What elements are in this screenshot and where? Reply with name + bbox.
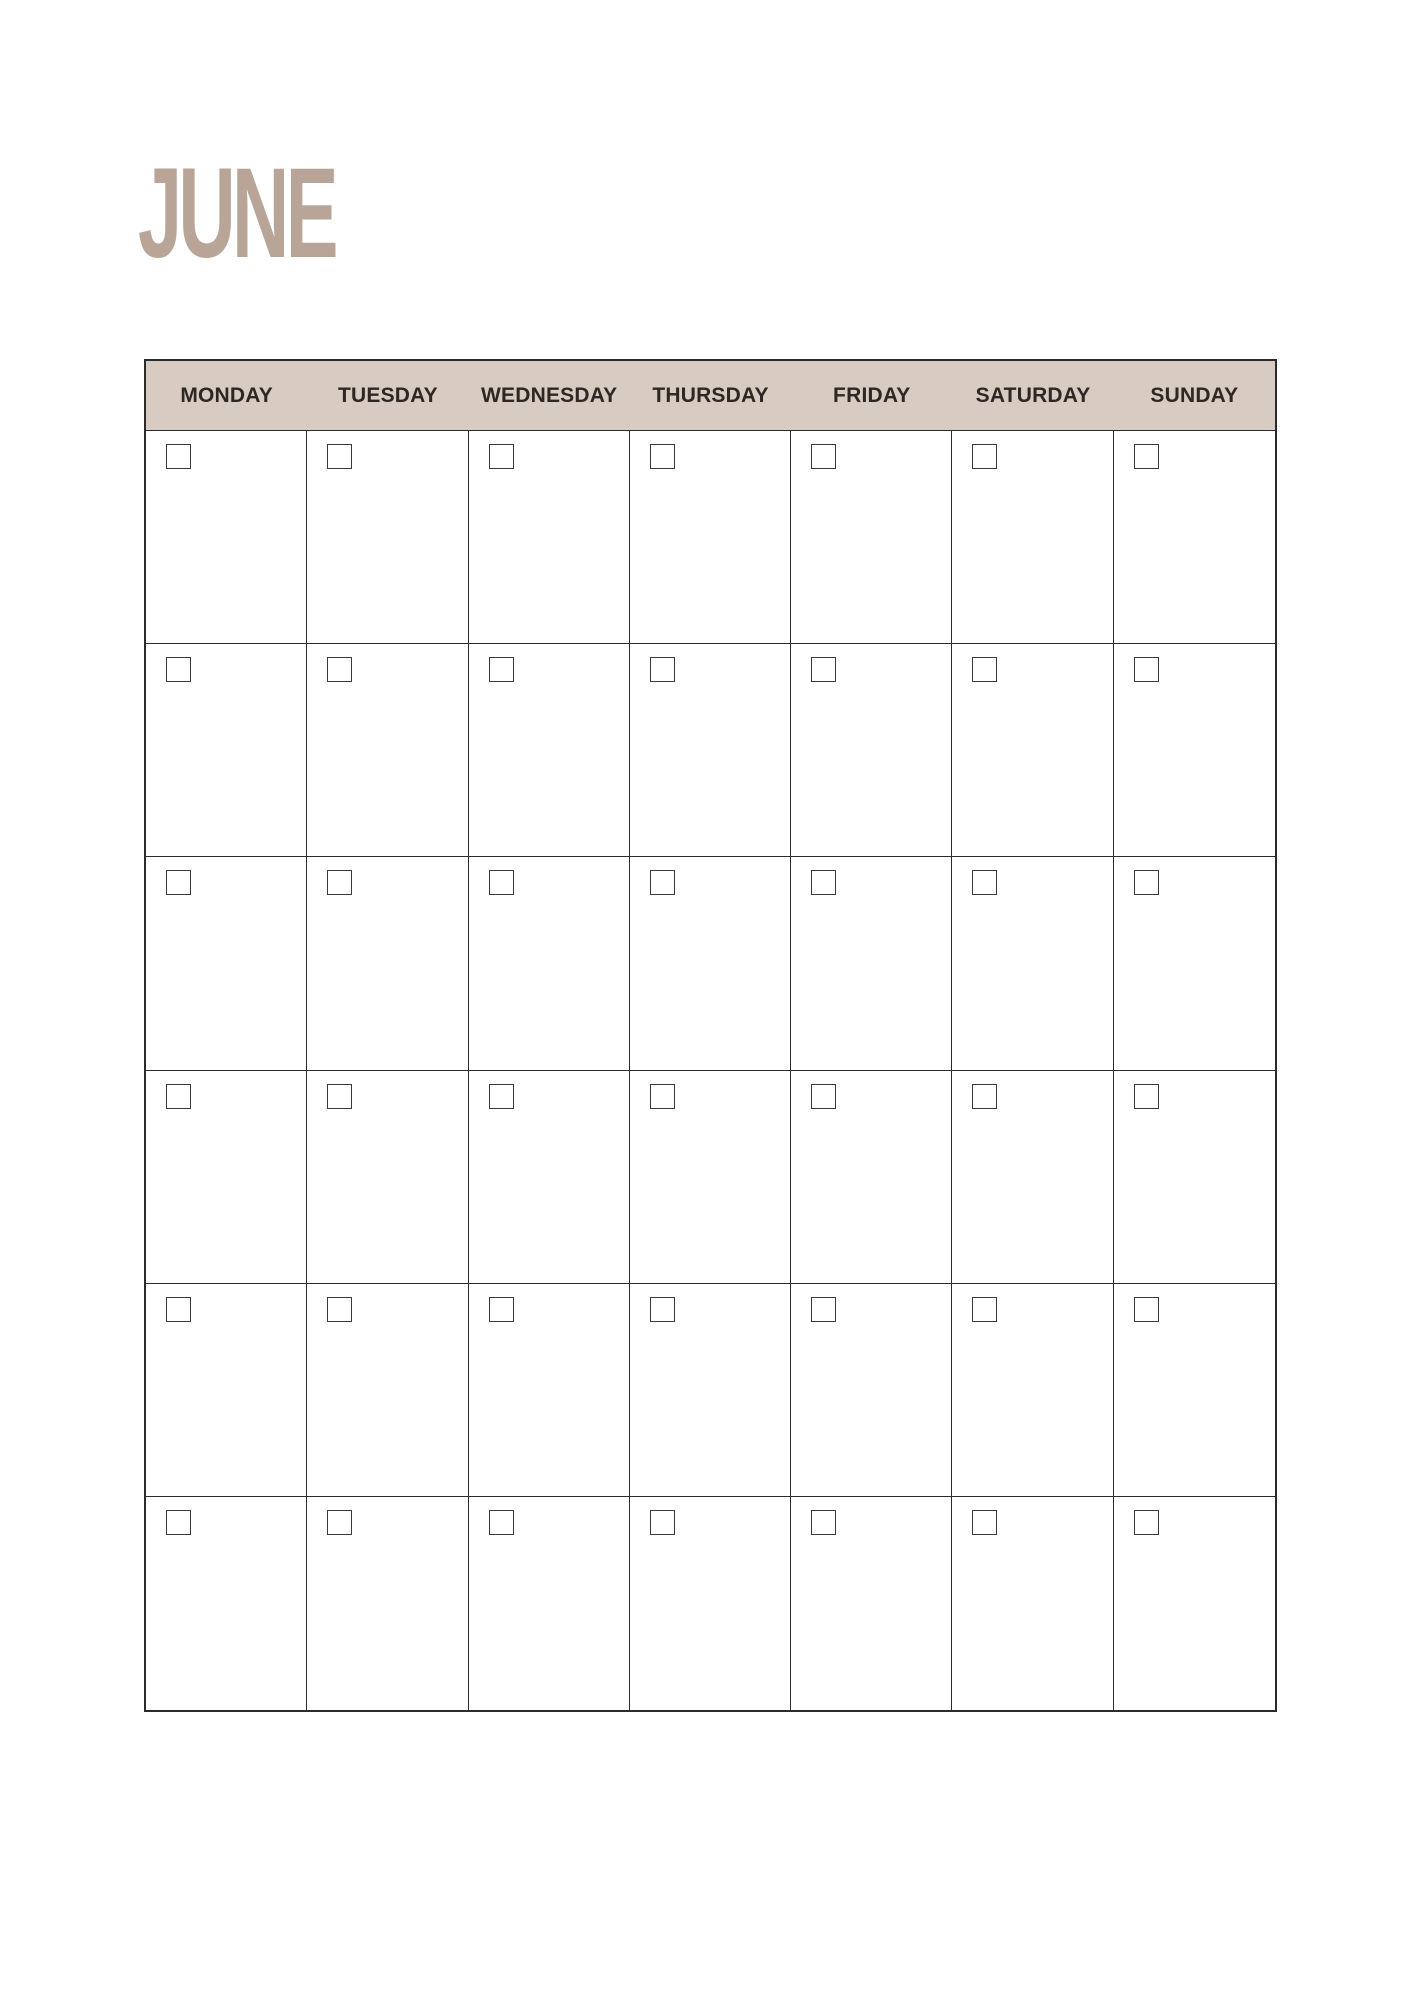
day-cell[interactable] [1114,644,1275,857]
month-title: JUNE [138,142,335,285]
day-cell[interactable] [469,1284,630,1497]
checkbox-icon[interactable] [972,1510,997,1535]
day-cell[interactable] [1114,1071,1275,1284]
day-cell[interactable] [630,1497,791,1710]
day-cell[interactable] [952,1284,1113,1497]
day-cell[interactable] [791,1284,952,1497]
day-cell[interactable] [307,1071,468,1284]
checkbox-icon[interactable] [327,870,352,895]
checkbox-icon[interactable] [327,1510,352,1535]
checkbox-icon[interactable] [327,444,352,469]
weekday-header-sunday: SUNDAY [1114,361,1275,431]
checkbox-icon[interactable] [972,657,997,682]
day-cell[interactable] [791,431,952,644]
weekday-header-monday: MONDAY [146,361,307,431]
checkbox-icon[interactable] [489,1510,514,1535]
checkbox-icon[interactable] [972,1084,997,1109]
weekday-header-saturday: SATURDAY [952,361,1113,431]
day-cell[interactable] [952,1497,1113,1710]
day-cell[interactable] [307,1497,468,1710]
checkbox-icon[interactable] [1134,1297,1159,1322]
checkbox-icon[interactable] [166,1084,191,1109]
checkbox-icon[interactable] [650,1084,675,1109]
day-cell[interactable] [952,644,1113,857]
checkbox-icon[interactable] [1134,870,1159,895]
day-cell[interactable] [146,1071,307,1284]
checkbox-icon[interactable] [811,870,836,895]
day-cell[interactable] [469,1071,630,1284]
day-cell[interactable] [146,431,307,644]
day-cell[interactable] [146,1284,307,1497]
checkbox-icon[interactable] [327,1297,352,1322]
checkbox-icon[interactable] [811,1084,836,1109]
checkbox-icon[interactable] [327,657,352,682]
day-cell[interactable] [630,1284,791,1497]
checkbox-icon[interactable] [811,1297,836,1322]
weekday-header-tuesday: TUESDAY [307,361,468,431]
checkbox-icon[interactable] [166,870,191,895]
day-cell[interactable] [1114,857,1275,1070]
checkbox-icon[interactable] [489,444,514,469]
day-cell[interactable] [307,857,468,1070]
day-cell[interactable] [307,644,468,857]
checkbox-icon[interactable] [489,657,514,682]
checkbox-icon[interactable] [166,444,191,469]
weekday-header-thursday: THURSDAY [630,361,791,431]
checkbox-icon[interactable] [1134,444,1159,469]
checkbox-icon[interactable] [1134,1084,1159,1109]
day-cell[interactable] [630,857,791,1070]
checkbox-icon[interactable] [489,870,514,895]
checkbox-icon[interactable] [650,444,675,469]
day-cell[interactable] [630,644,791,857]
day-cell[interactable] [469,644,630,857]
checkbox-icon[interactable] [811,657,836,682]
weekday-header-wednesday: WEDNESDAY [469,361,630,431]
checkbox-icon[interactable] [327,1084,352,1109]
day-cell[interactable] [469,431,630,644]
checkbox-icon[interactable] [166,1510,191,1535]
checkbox-icon[interactable] [650,1297,675,1322]
day-cell[interactable] [630,1071,791,1284]
checkbox-icon[interactable] [972,1297,997,1322]
day-cell[interactable] [952,1071,1113,1284]
checkbox-icon[interactable] [811,1510,836,1535]
day-cell[interactable] [307,431,468,644]
checkbox-icon[interactable] [1134,1510,1159,1535]
weekday-header-friday: FRIDAY [791,361,952,431]
checkbox-icon[interactable] [811,444,836,469]
day-cell[interactable] [791,1071,952,1284]
day-cell[interactable] [952,857,1113,1070]
checkbox-icon[interactable] [650,657,675,682]
day-cell[interactable] [791,857,952,1070]
day-cell[interactable] [952,431,1113,644]
day-cell[interactable] [146,644,307,857]
day-cell[interactable] [469,1497,630,1710]
day-cell[interactable] [146,1497,307,1710]
day-cell[interactable] [469,857,630,1070]
checkbox-icon[interactable] [166,657,191,682]
checkbox-icon[interactable] [489,1297,514,1322]
day-cell[interactable] [1114,1284,1275,1497]
checkbox-icon[interactable] [650,870,675,895]
calendar-grid [144,359,1277,1712]
day-cell[interactable] [1114,431,1275,644]
checkbox-icon[interactable] [489,1084,514,1109]
checkbox-icon[interactable] [972,870,997,895]
checkbox-icon[interactable] [166,1297,191,1322]
day-cell[interactable] [791,644,952,857]
day-cell[interactable] [791,1497,952,1710]
checkbox-icon[interactable] [972,444,997,469]
day-cell[interactable] [630,431,791,644]
day-cell[interactable] [146,857,307,1070]
day-cell[interactable] [307,1284,468,1497]
day-cell[interactable] [1114,1497,1275,1710]
checkbox-icon[interactable] [650,1510,675,1535]
checkbox-icon[interactable] [1134,657,1159,682]
